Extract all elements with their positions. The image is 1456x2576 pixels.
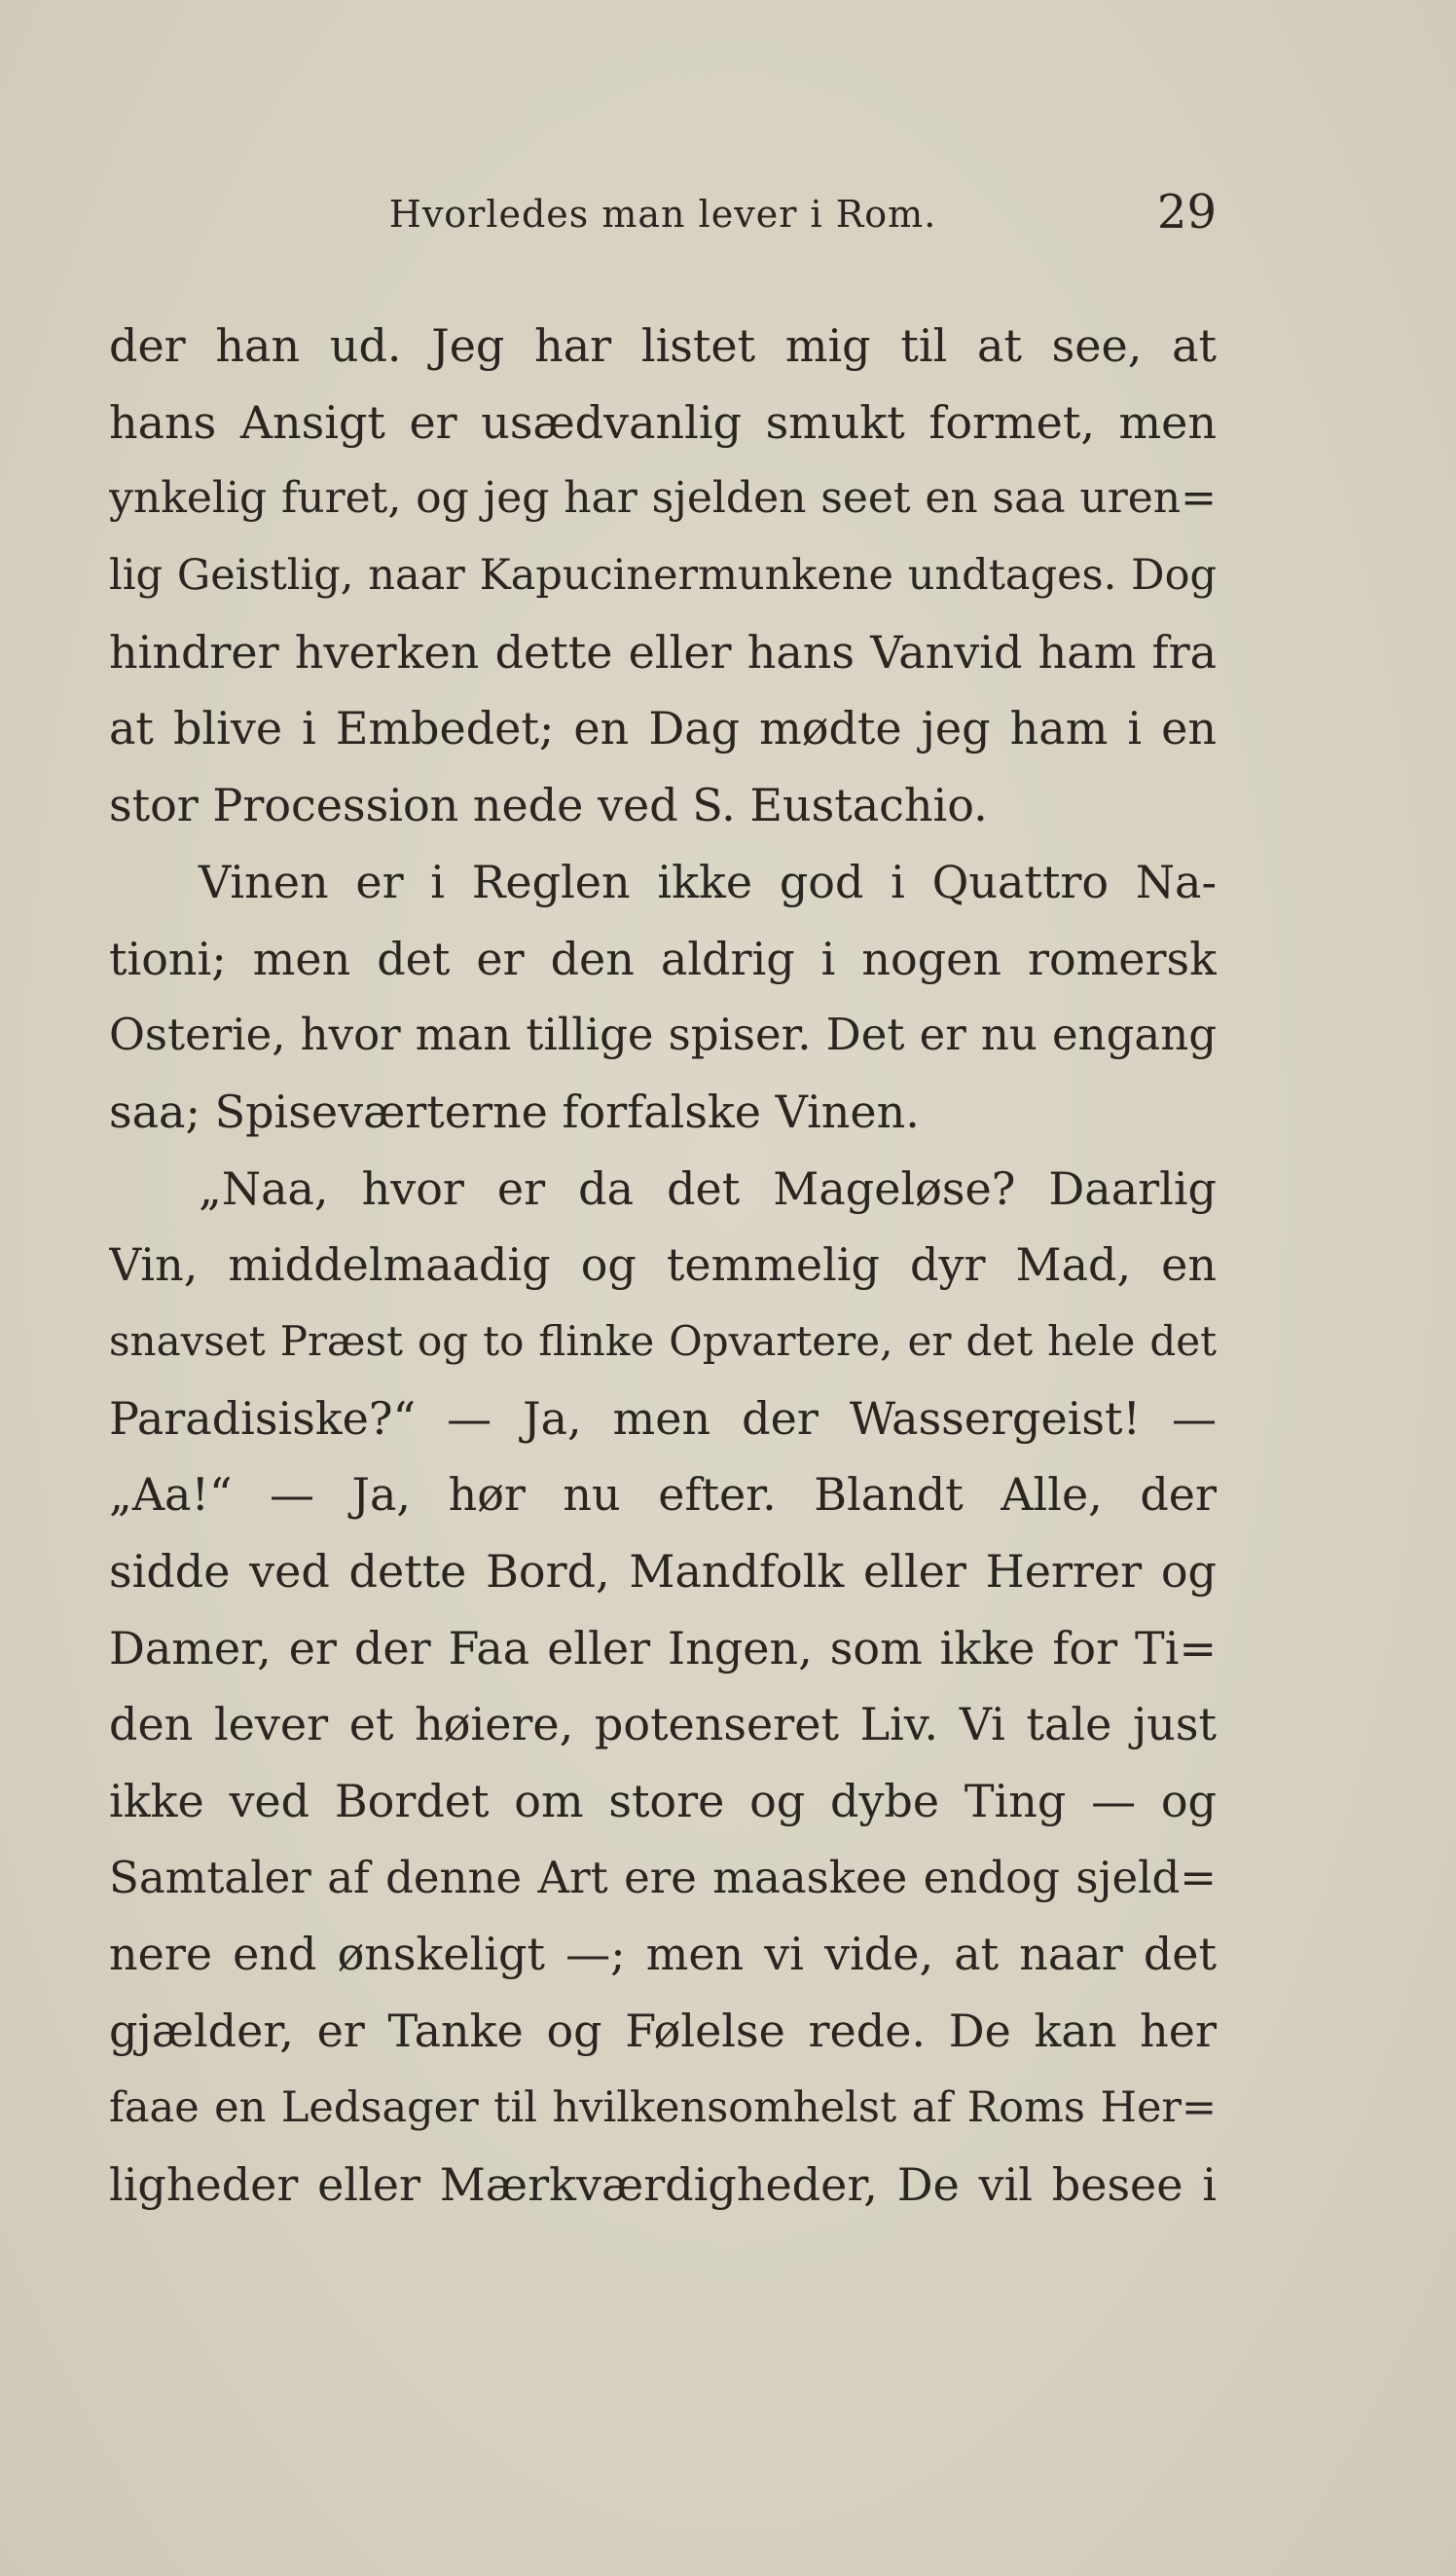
text-line: der han ud. Jeg har listet mig til at see, at xyxy=(109,319,1217,372)
text-line: sidde ved dette Bord, Mandfolk eller Herrer og xyxy=(109,1545,1217,1598)
text-line: ynkelig furet, og jeg har sjelden seet en saa uren= xyxy=(109,473,1217,524)
page-header xyxy=(109,185,1217,253)
text-line: hindrer hverken dette eller hans Vanvid ham fra xyxy=(109,625,1217,679)
text-line: Vinen er i Reglen ikke god i Quattro Na- xyxy=(199,855,1217,908)
text-line: gjælder, er Tanke og Følelse rede. De kan her xyxy=(109,2005,1217,2058)
text-line: at blive i Embedet; en Dag mødte jeg ham i en xyxy=(109,702,1217,755)
text-line: ikke ved Bordet om store og dybe Ting — og xyxy=(109,1775,1217,1828)
text-line: tioni; men det er den aldrig i nogen romersk xyxy=(109,932,1217,985)
text-line: „Aa!“ — Ja, hør nu efter. Blandt Alle, der xyxy=(109,1468,1217,1522)
text-line: lig Geistlig, naar Kapucinermunkene undtages. Dog xyxy=(109,551,1217,601)
page-number: 29 xyxy=(1156,185,1217,239)
text-line: ligheder eller Mærkværdigheder, De vil besee i xyxy=(109,2157,1217,2211)
text-line: Samtaler af denne Art ere maaskee endog sjeld= xyxy=(109,1851,1217,1903)
text-line: Vin, middelmaadig og temmelig dyr Mad, en xyxy=(109,1238,1217,1292)
text-line: stor Procession nede ved S. Eustachio. xyxy=(109,779,988,832)
text-line: Osterie, hvor man tillige spiser. Det er nu engang xyxy=(109,1009,1217,1061)
body-text xyxy=(109,308,1217,2223)
text-line: saa; Spiseværterne forfalske Vinen. xyxy=(109,1085,920,1138)
text-line: hans Ansigt er usædvanlig smukt formet, men xyxy=(109,395,1217,449)
text-line: Paradisiske?“ — Ja, men der Wassergeist! — xyxy=(109,1391,1217,1445)
text-line: Damer, er der Faa eller Ingen, som ikke for Ti= xyxy=(109,1621,1217,1674)
text-line: faae en Ledsager til hvilkensomhelst af Roms Her= xyxy=(109,2082,1217,2132)
text-line: nere end ønskeligt —; men vi vide, at naar det xyxy=(109,1928,1217,1981)
text-line: snavset Præst og to flinke Opvartere, er det hele det xyxy=(109,1316,1217,1365)
text-line: „Naa, hvor er da det Mageløse? Daarlig xyxy=(199,1161,1217,1215)
running-title: Hvorledes man lever i Rom. xyxy=(388,193,937,236)
text-line: den lever et høiere, potenseret Liv. Vi tale just xyxy=(109,1698,1217,1751)
